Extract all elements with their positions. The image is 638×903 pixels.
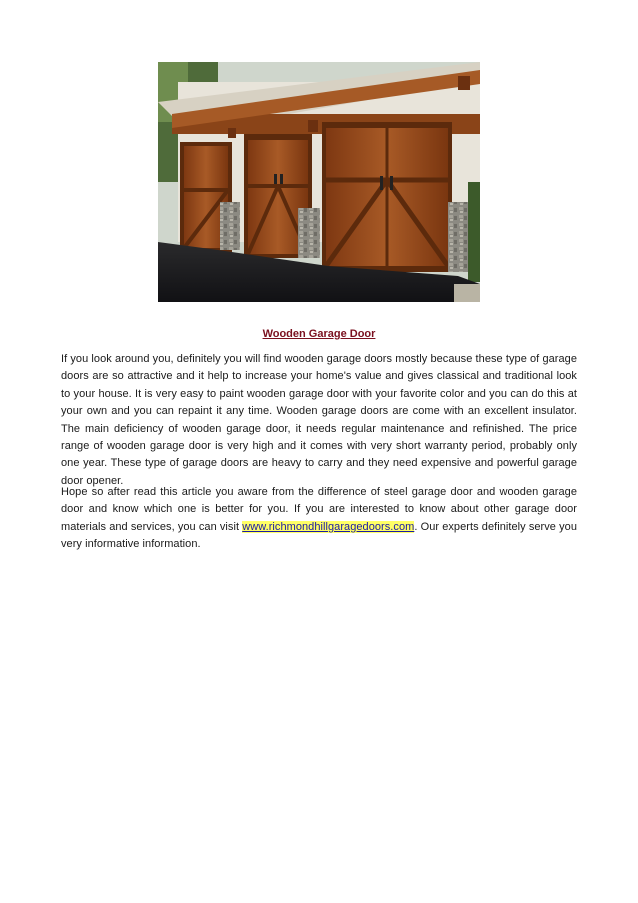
garage-door-photo [158,62,480,302]
paragraph-wooden-garage-doors: If you look around you, definitely you will find wooden garage doors mostly because these type of garage doors are so attractive and it help to increase your home's value and gives classical and traditional look to your house. It is very easy to paint wooden garage door with your favorite color and you can do this at your own and you can repaint it any time. Wooden garage doors are come with an excellent insulator. The main deficiency of wooden garage door, it needs regular maintenance and refinished. The price range of wooden garage door is very high and it comes with very short warranty period, probably only one year. These type of garage doors are heavy to carry and they need expensive and powerful garage door opener. [61,353,577,487]
paragraph-conclusion-end: . Our experts definitely serve you very informative information. [61,520,577,551]
article-heading: Wooden Garage Door [262,328,376,340]
website-link[interactable]: www.richmondhillgaragedoors.com [242,520,415,533]
paragraph-conclusion-text: Hope so after read this article you aware from the difference of steel garage door and wooden garage door and know which one is better for you. If you are interested to know about other garage door materials and services, you can visit [61,486,577,533]
paragraph-conclusion [61,484,577,554]
